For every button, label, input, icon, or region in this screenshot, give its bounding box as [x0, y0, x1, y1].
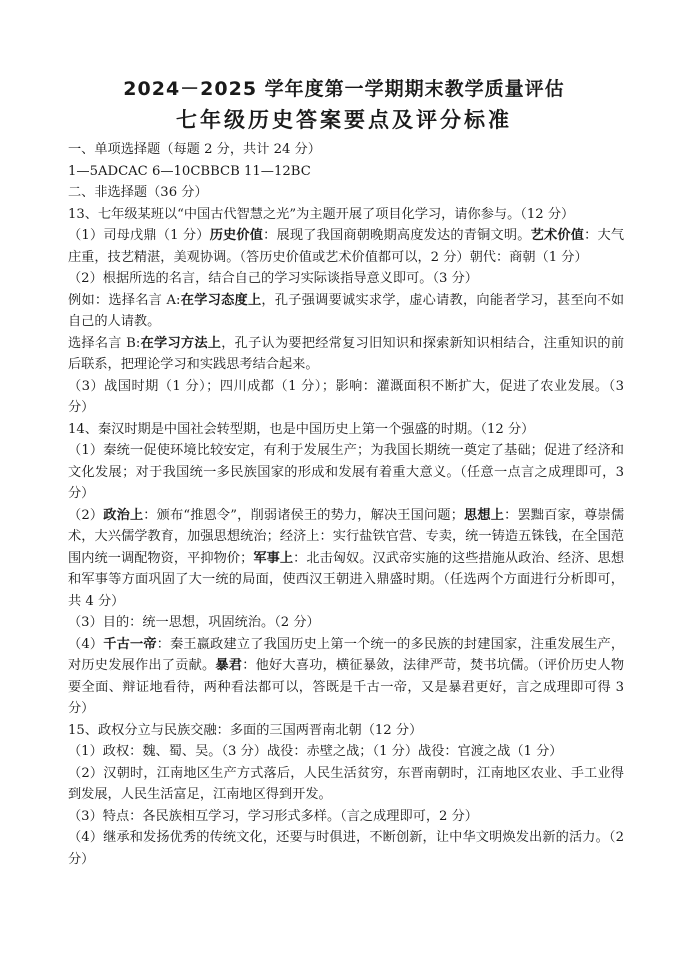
- q13-example-b-prefix: 选择名言 B:: [68, 335, 141, 351]
- section-1-answers: 1—5ADCAC 6—10CBBCB 11—12BC: [68, 163, 311, 179]
- q13-example-b-text: ，孔子认为要把经常复习旧知识和探索新知识相结合，注重知识的前后联系，把理论学习和实践思考结合起来。: [68, 335, 625, 372]
- q14-military-label: 军事上: [253, 550, 294, 566]
- q13-part1-text-e: ：大气庄重，技艺精湛，美观协调。（答历史价值或艺术价值都可以，2 分）朝代：商朝（1 分）: [68, 228, 625, 265]
- q13-part3: （3）战国时期（1 分）；四川成都（1 分）；影响：灌溉面积不断扩大，促进了农业发展。（3 分）: [68, 378, 624, 415]
- q13-artistic-value-label: 艺术价值: [530, 228, 585, 243]
- q14-part4-prefix: （4）: [68, 636, 104, 652]
- q13-example-a-prefix: 例如：选择名言 A:: [68, 292, 181, 308]
- q15-part1: （1）政权：魏、蜀、吴。（3 分）战役：赤壁之战；（1 分）战役：官渡之战（1 分）: [68, 744, 563, 759]
- q13-historical-value-label: 历史价值: [209, 228, 264, 243]
- q14-tyrant-label: 暴君: [215, 658, 243, 673]
- q14-heading: 14、秦汉时期是中国社会转型期，也是中国历史上第一个强盛的时期。（12 分）: [68, 421, 535, 437]
- q14-military-text: ：北击匈奴。汉武帝实施的这些措施从政治、经济、思想和军事等方面巩固了大一统的局面，使西汉王朝进入鼎盛时期。（任选两个方面进行分析即可，共 4 分）: [68, 550, 625, 609]
- q13-part2: （2）根据所选的名言，结合自己的学习实际谈指导意义即可。（3 分）: [68, 271, 478, 286]
- q15-part2: （2）汉朝时，江南地区生产方式落后，人民生活贫穷，东晋南朝时，江南地区农业、手工业得到发展，人民生活富足，江南地区得到开发。: [68, 765, 624, 802]
- q13-heading: 13、七年级某班以“中国古代智慧之光”为主题开展了项目化学习，请你参与。（12 分）: [68, 206, 575, 222]
- q14-part2: [68, 505, 624, 613]
- section-1-heading: 一、单项选择题（每题 2 分，共计 24 分）: [68, 142, 321, 157]
- q14-politics-text: ：颁布“推恩令”，削弱诸侯王的势力，解决王国问题；: [143, 507, 464, 523]
- q13-example-a-bold: 在学习态度上: [180, 292, 262, 308]
- q13-part1-text-a: （1）司母戊鼎（1 分）: [68, 228, 210, 243]
- q13-example-a-text: ，孔子强调要诚实求学，虚心请教，向能者学习，甚至向不如自己的人请教。: [68, 292, 625, 329]
- q13-part1: [68, 225, 624, 268]
- q13-part2-example-b: [68, 333, 624, 376]
- q14-great-emperor-text: ：秦王嬴政建立了我国历史上第一个统一的多民族的封建国家，注重发展生产，对历史发展作出了贡献。: [68, 636, 625, 673]
- document-subtitle: 七年级历史答案要点及评分标准: [176, 108, 512, 132]
- q15-part3: （3）特点：各民族相互学习，学习形式多样。（言之成理即可，2 分）: [68, 808, 478, 824]
- q13-part2-example-a: [68, 290, 624, 333]
- document-title: 2024－2025 学年度第一学期期末教学质量评估: [123, 78, 565, 100]
- section-2-heading: 二、非选择题（36 分）: [68, 185, 208, 200]
- q14-part4: [68, 634, 624, 720]
- q14-part2-prefix: （2）: [68, 507, 104, 523]
- document-body: [68, 139, 624, 870]
- q14-thought-economy-text: ：罢黜百家，尊崇儒术，大兴儒学教育，加强思想统治；经济上：实行盐铁官营、专卖，统一铸造五铢钱，在全国范围内统一调配物资，平抑物价；: [68, 507, 625, 566]
- q14-great-emperor-label: 千古一帝: [103, 636, 157, 652]
- q14-tyrant-text: ：他好大喜功，横征暴敛，法律严苛，焚书坑儒。（评价历史人物要全面、辩证地看待，两种看法都可以，答既是千古一帝，又是暴君更好，言之成理即可得 3 分）: [68, 658, 625, 716]
- q13-example-b-bold: 在学习方法上: [140, 335, 222, 351]
- q14-part3: （3）目的：统一思想，巩固统治。（2 分）: [68, 615, 320, 630]
- q14-politics-label: 政治上: [103, 507, 144, 523]
- q14-part1: （1）秦统一促使环境比较安定，有利于发展生产；为我国长期统一奠定了基础；促进了经济和文化发展；对于我国统一多民族国家的形成和发展有着重大意义。（任意一点言之成理即可，3 分）: [68, 443, 624, 501]
- q14-thought-label: 思想上: [463, 507, 505, 523]
- q13-part1-text-c: ：展现了我国商朝晚期高度发达的青铜文明。: [263, 228, 531, 243]
- q15-part4: （4）继承和发扬优秀的传统文化，还要与时俱进，不断创新，让中华文明焕发出新的活力。（2 分）: [68, 830, 624, 867]
- q15-heading: 15、政权分立与民族交融：多面的三国两晋南北朝（12 分）: [68, 722, 423, 738]
